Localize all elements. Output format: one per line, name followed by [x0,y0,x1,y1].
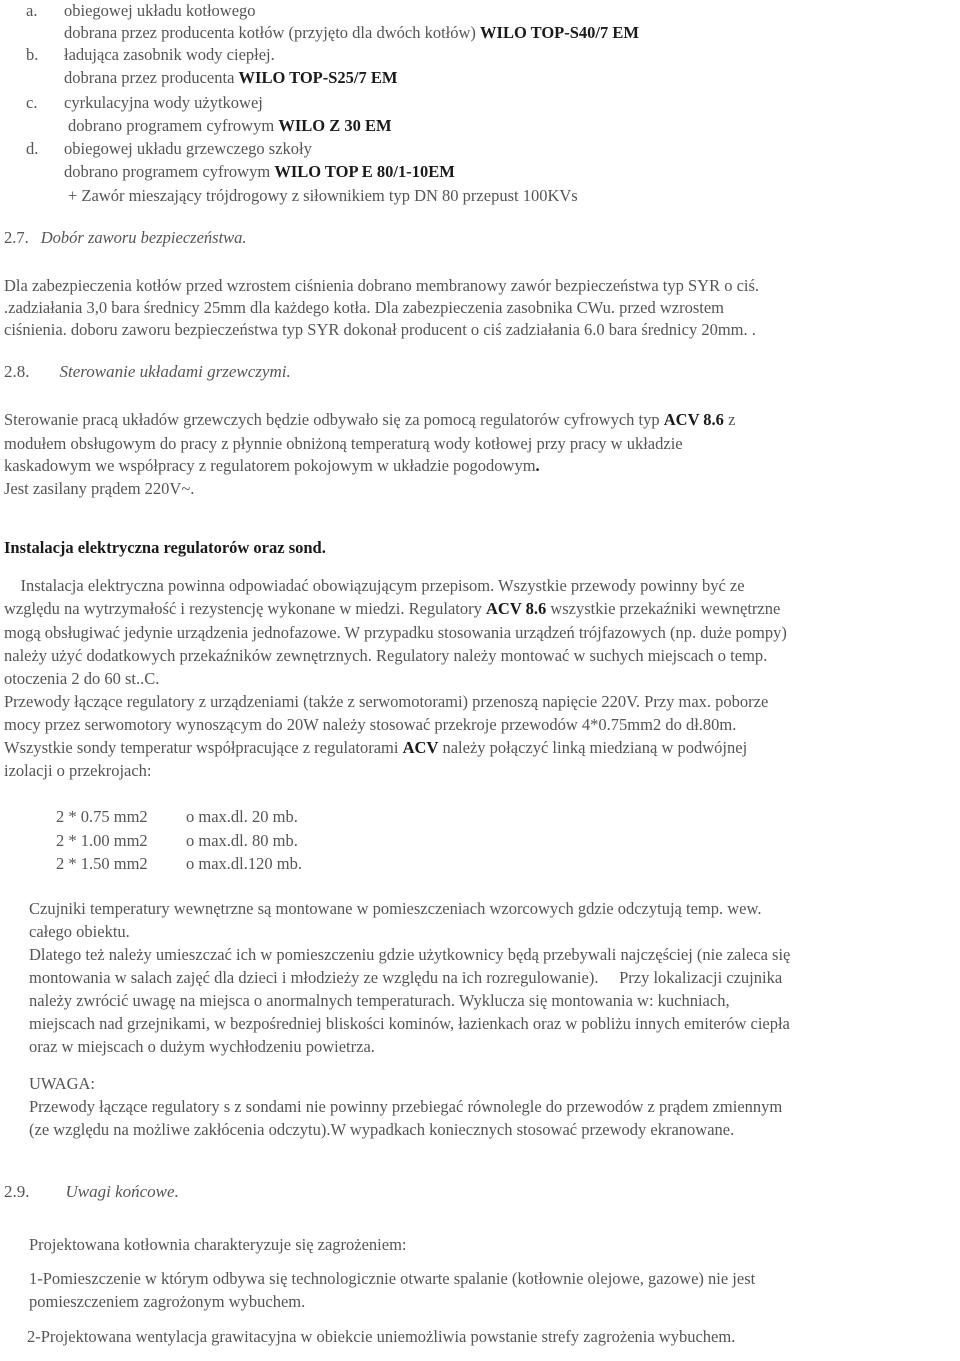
section-number: 2.8. [4,362,30,381]
text: kaskadowym we współpracy z regulatorem pokojowym w układzie pogodowym [4,456,536,475]
section-heading-installation: Instalacja elektryczna regulatorów oraz sond. [4,538,326,557]
cable-section: 2 * 0.75 mm2 [56,807,148,826]
list-detail [68,116,392,136]
paragraph-line: miejscach nad grzejnikami, w bezpośredniej bliskości kominów, łazienkach oraz w pobliżu innych emiterów ciepła [29,1014,790,1033]
text: należy połączyć linką miedzianą w podwójnej [438,738,748,757]
paragraph-line: mogą obsługiwać jedynie urządzenia jednofazowe. W przypadku stosowania urządzeń trójfazowych (np. duże pompy) [4,623,787,642]
text: wszystkie przekaźniki wewnętrzne [546,599,781,618]
detail-text: dobrana przez producenta kotłów (przyjęto dla dwóch kotłów) [64,23,481,42]
cable-length: o max.dl. 20 mb. [186,807,298,826]
paragraph-line [4,410,735,430]
text: względu na wytrzymałość i rezystencję wykonane w miedzi. Regulatory [4,599,487,618]
cable-section: 2 * 1.00 mm2 [56,831,148,850]
paragraph-line: Jest zasilany prądem 220V~. [4,479,195,498]
paragraph-line: (ze względu na możliwe zakłócenia odczytu).W wypadkach koniecznych stosować przewody ekranowane. [29,1120,735,1139]
section-number: 2.9. [4,1182,30,1201]
valve-note: + Zawór mieszający trójdrogowy z siłownikiem typ DN 80 przepust 100KVs [68,186,578,205]
paragraph-line: całego obiektu. [29,922,130,941]
paragraph-line: 1-Pomieszczenie w którym odbywa się technologicznie otwarte spalanie (kotłownie olejowe, gazowe) nie jest [29,1269,756,1288]
paragraph-line: modułem obsługowym do pracy z płynnie obniżoną temperaturą wody kotłowej przy pracy w układzie [4,434,683,453]
cable-row [56,807,456,827]
cable-length: o max.dl. 80 mb. [186,831,298,850]
cable-row [56,854,456,874]
list-marker: b. [26,45,39,64]
list-item-d [26,139,312,159]
list-detail [64,23,639,43]
paragraph-line: należy zwrócić uwagę na miejsca o anormalnych temperaturach. Wyklucza się montowania w: kuchniach, [29,991,730,1010]
list-detail [64,162,455,182]
paragraph-line: oraz w miejscach o dużym wychłodzeniu powietrza. [29,1037,375,1056]
text: . [535,456,540,475]
paragraph-line: należy użyć dodatkowych przekaźników zewnętrznych. Regulatory należy montować w suchych miejscach o temp. [4,646,768,665]
paragraph-line: Czujniki temperatury wewnętrzne są montowane w pomieszczeniach wzorcowych gdzie odczytują temp. wew. [29,899,762,918]
section-number: 2.7. [4,228,29,247]
paragraph-line: Dlatego też należy umieszczać ich w pomieszczeniu gdzie użytkownicy będą przebywali najczęściej (nie zaleca się [29,945,791,964]
list-text: ładująca zasobnik wody ciepłej. [64,45,275,64]
list-item-b [26,45,275,65]
paragraph-line: .zadziałania 3,0 bara średnicy 25mm dla każdego kotła. Dla zabezpieczenia zasobnika CWu. przed wzrostem [4,298,724,317]
list-text: obiegowej układu grzewczego szkoły [64,139,312,158]
text: Sterowanie pracą układów grzewczych będzie odbywało się za pomocą regulatorów cyfrowych typ [4,410,664,429]
pump-model: WILO TOP-S40/7 EM [480,23,639,42]
list-marker: d. [26,139,39,158]
detail-text: dobrano programem cyfrowym [64,162,275,181]
paragraph-line: ciśnienia. doboru zaworu bezpieczeństwa typ SYR dokonał producent o ciś zadziałania 6.0 bara średnicy 20mm. . [4,320,756,339]
paragraph-line: Dla zabezpieczenia kotłów przed wzrostem ciśnienia dobrano membranowy zawór bezpieczeństwa typ SYR o ciś. [4,276,760,295]
paragraph-line: Projektowana kotłownia charakteryzuje się zagrożeniem: [29,1235,407,1254]
pump-model: WILO TOP E 80/1-10EM [274,162,455,181]
section-title: Dobór zaworu bezpieczeństwa. [40,228,247,247]
section-title: Sterowanie układami grzewczymi. [59,362,291,381]
list-item-c [26,93,263,113]
paragraph-line: pomieszczeniem zagrożonym wybuchem. [29,1292,306,1311]
regulator-model: ACV 8.6 [486,599,547,618]
section-heading-2-8 [4,362,291,382]
section-heading-2-9 [4,1182,179,1202]
paragraph-line: izolacji o przekrojach: [4,761,152,780]
paragraph-line [4,456,540,476]
paragraph-line [4,599,780,619]
paragraph-line: 2-Projektowana wentylacja grawitacyjna w obiekcie uniemożliwia powstanie strefy zagrożenia wybuchem. [27,1327,736,1346]
paragraph-line: montowania w salach zajęć dla dzieci i młodzieży ze względu na ich rozregulowanie). Przy lokalizacji czujnika [29,968,783,987]
paragraph-line: mocy przez serwomotory wynoszącym do 20W należy stosować przekroje przewodów 4*0.75mm2 do dł.80m. [4,715,737,734]
warning-title: UWAGA: [29,1074,95,1093]
text: Wszystkie sondy temperatur współpracujące z regulatorami [4,738,403,757]
paragraph-line: Instalacja elektryczna powinna odpowiadać obowiązującym przepisom. Wszystkie przewody powinny być ze [4,576,745,595]
paragraph-line: otoczenia 2 do 60 st..C. [4,669,160,688]
regulator-model: ACV 8.6 [663,410,724,429]
paragraph-line: Przewody łączące regulatory s z sondami nie powinny przebiegać równolegle do przewodów z prądem zmiennym [29,1097,783,1116]
detail-text: dobrana przez producenta [64,68,239,87]
pump-model: WILO TOP-S25/7 EM [238,68,398,87]
paragraph-line: Przewody łączące regulatory z urządzeniami (także z serwomotorami) przenoszą napięcie 220V. Przy max. poborze [4,692,769,711]
list-text: obiegowej układu kotłowego [64,1,256,20]
list-detail [64,68,397,88]
pump-model: WILO Z 30 EM [278,116,392,135]
list-item-a [26,1,256,21]
cable-row [56,831,456,851]
section-title: Uwagi końcowe. [65,1182,179,1201]
cable-section: 2 * 1.50 mm2 [56,854,148,873]
list-text: cyrkulacyjna wody użytkowej [64,93,263,112]
section-heading-2-7 [4,228,247,248]
detail-text: dobrano programem cyfrowym [68,116,279,135]
list-marker: a. [26,1,38,20]
regulator-model: ACV [402,738,439,757]
paragraph-line [4,738,747,758]
cable-length: o max.dl.120 mb. [186,854,302,873]
list-marker: c. [26,93,38,112]
text: z [723,410,736,429]
